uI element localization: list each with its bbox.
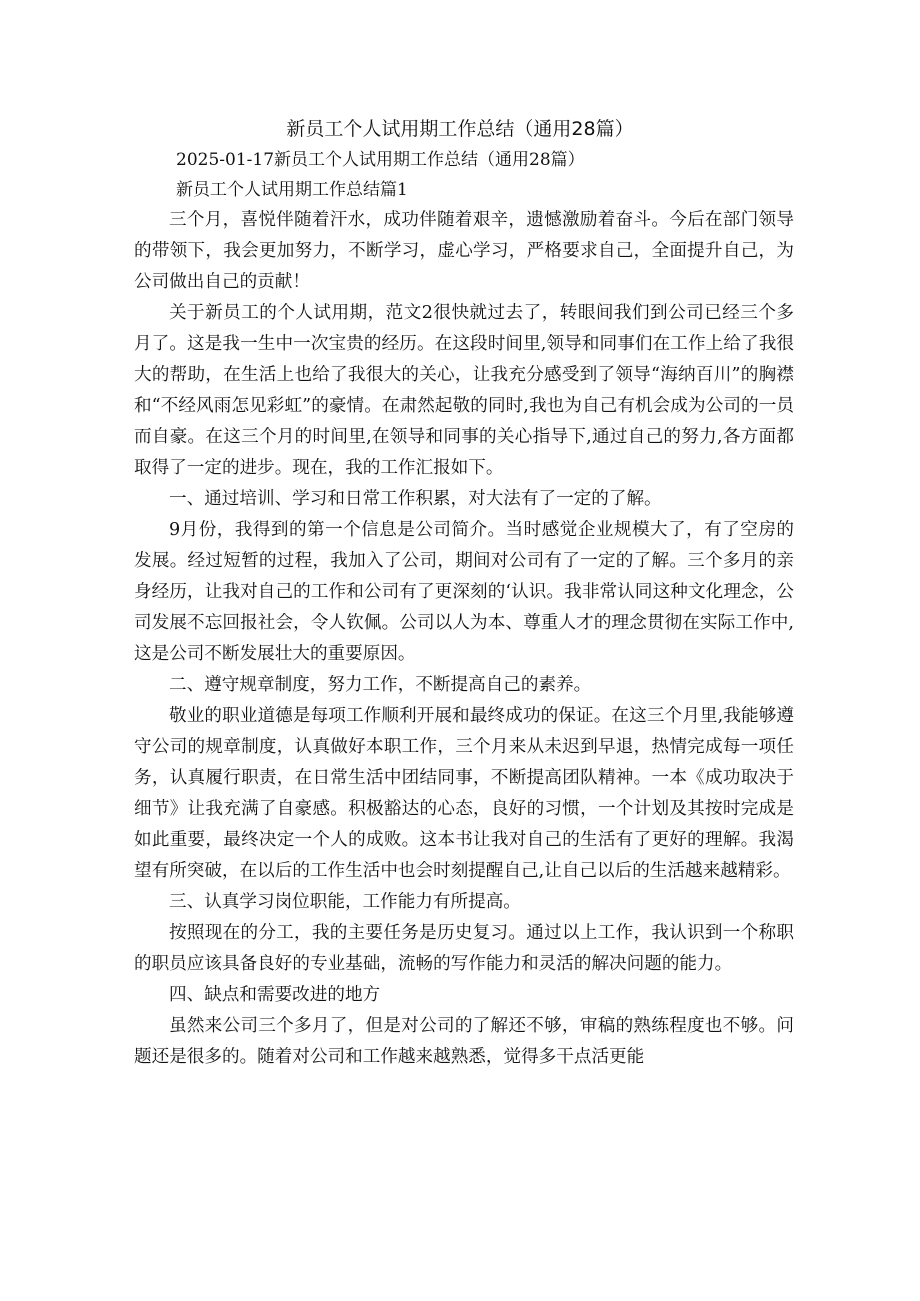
subheading: 二、遵守规章制度，努力工作，不断提高自己的素养。 [169, 675, 592, 695]
subheading: 四、缺点和需要改进的地方 [169, 985, 381, 1005]
paragraph: 虽然来公司三个多月了，但是对公司的了解还不够，审稿的熟练程度也不够。问题还是很多的。随着对公司和工作越来越熟悉，觉得多干点活更能 [134, 1016, 794, 1067]
document-title: 新员工个人试用期工作总结（通用28篇） [286, 118, 634, 140]
document-body [134, 205, 794, 1073]
paragraph: 按照现在的分工，我的主要任务是历史复习。通过以上工作，我认识到一个称职的职员应该具备良好的专业基础，流畅的写作能力和灵活的解决问题的能力。 [134, 923, 794, 974]
paragraph: 三个月，喜悦伴随着汗水，成功伴随着艰辛，遗憾激励着奋斗。今后在部门领导的带领下，我会更加努力，不断学习，虚心学习，严格要求自己，全面提升自己，为公司做出自己的贡献！ [134, 210, 794, 292]
section-heading: 新员工个人试用期工作总结篇1 [176, 180, 408, 200]
paragraph: 9月份，我得到的第一个信息是公司简介。当时感觉企业规模大了，有了空房的发展。经过短暂的过程，我加入了公司，期间对公司有了一定的了解。三个多月的亲身经历，让我对自己的工作和公司有了更深刻的‘认识。我非常认同这种文化理念，公司发展不忘回报社会，令人钦佩。公司以人为本、尊重人才的理念贯彻在实际工作中,这是公司不断发展壮大的重要原因。 [134, 520, 794, 664]
subheading: 三、认真学习岗位职能，工作能力有所提高。 [169, 892, 521, 912]
document-date-line: 2025-01-17新员工个人试用期工作总结（通用28篇） [176, 150, 585, 170]
paragraph: 敬业的职业道德是每项工作顺利开展和最终成功的保证。在这三个月里,我能够遵守公司的规章制度，认真做好本职工作，三个月来从未迟到早退，热情完成每一项任务，认真履行职责，在日常生活中团结同事，不断提高团队精神。一本《成功取决于细节》让我充满了自豪感。积极豁达的心态，良好的习惯，一个计划及其按时完成是如此重要，最终决定一个人的成败。这本书让我对自己的生活有了更好的理解。我渴望有所突破，在以后的工作生活中也会时刻提醒自己,让自己以后的生活越来越精彩。 [134, 706, 794, 881]
subheading: 一、通过培训、学习和日常工作积累，对大法有了一定的了解。 [169, 489, 662, 509]
paragraph: 关于新员工的个人试用期，范文2很快就过去了，转眼间我们到公司已经三个多月了。这是我一生中一次宝贵的经历。在这段时间里,领导和同事们在工作上给了我很大的帮助，在生活上也给了我很大的关心，让我充分感受到了领导“海纳百川”的胸襟和“不经风雨怎见彩虹”的豪情。在肃然起敬的同时,我也为自己有机会成为公司的一员而自豪。在这三个月的时间里,在领导和同事的关心指导下,通过自己的努力,各方面都取得了一定的进步。现在，我的工作汇报如下。 [134, 303, 794, 478]
